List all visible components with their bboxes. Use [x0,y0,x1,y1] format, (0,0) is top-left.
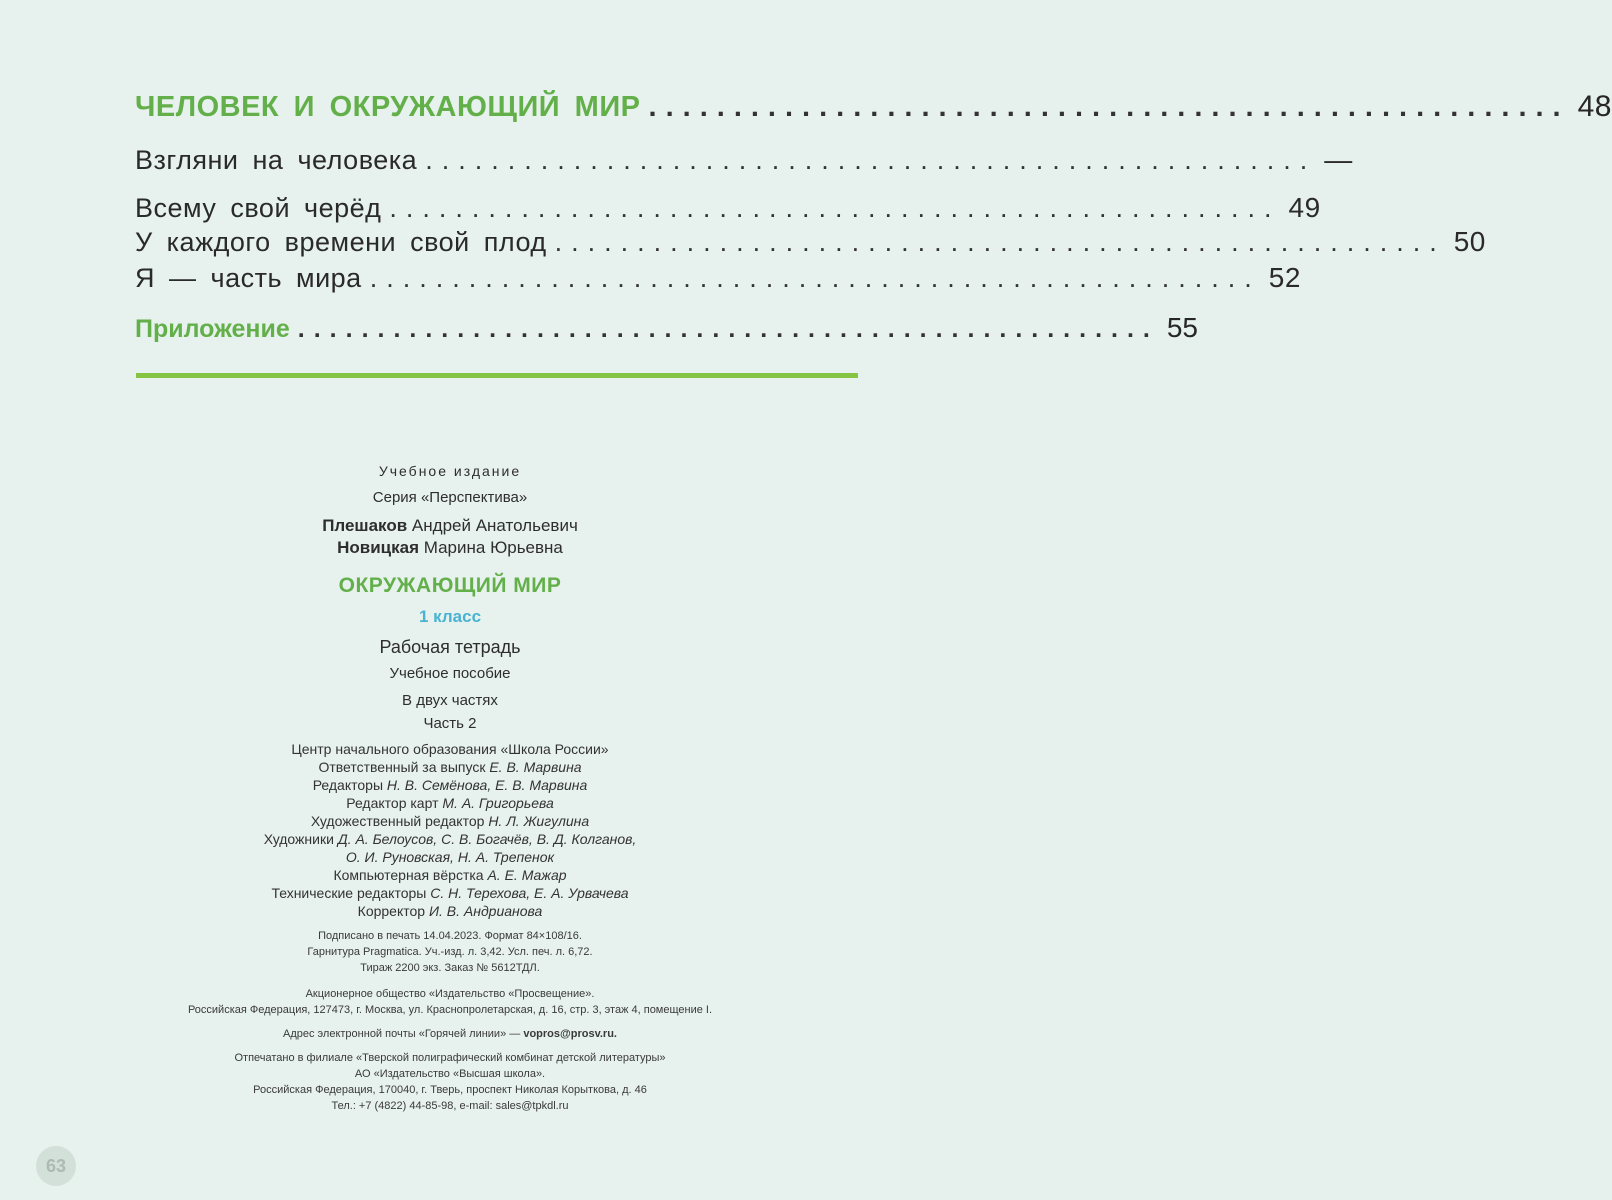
toc-item-title: У каждого времени свой плод [135,227,547,257]
hotline-line [0,1028,900,1040]
staff-person: Н. В. Семёнова, Е. В. Марвина [386,777,588,793]
author-surname: Плешаков [322,516,408,535]
staff-role: Редактор карт [346,795,439,811]
toc-item-page: — [1324,144,1353,175]
toc-appendix-page: 55 [1166,312,1199,343]
printer-line: Отпечатано в филиале «Тверской полиграфический комбинат детской литературы» [234,1052,666,1064]
toc-item-page: 52 [1268,262,1301,293]
staff-role: Технические редакторы [271,885,427,901]
toc-leader: ...................................................... [648,91,1570,123]
toc-item-row[interactable] [135,262,1301,294]
staff-line [0,867,900,883]
toc-item-row[interactable] [135,226,1486,258]
print-info-line: Гарнитура Pragmatica. Уч.-изд. л. 3,42. Усл. печ. л. 6,72. [307,946,593,958]
staff-line [0,795,900,811]
parts-label: В двух частях [402,692,498,709]
staff-role: Ответственный за выпуск [318,759,486,775]
publisher-line: Акционерное общество «Издательство «Просвещение». [305,988,595,1000]
toc-leader: ...................................................... [297,315,1159,343]
staff-line [0,741,900,757]
staff-role: Корректор [357,903,426,919]
workbook-label: Рабочая тетрадь [379,637,521,657]
staff-person: О. И. Руновская, Н. А. Трепенок [345,849,555,865]
staff-line [0,849,900,865]
print-info-line: Тираж 2200 экз. Заказ № 5612ТДЛ. [360,962,540,974]
toc-item-title: Всему свой черёд [135,193,382,223]
toc-item-page: 49 [1288,192,1321,223]
hotline-email[interactable]: vopros@prosv.ru. [523,1028,617,1040]
staff-person: Н. Л. Жигулина [488,813,590,829]
book-title: ОКРУЖАЮЩИЙ МИР [338,574,562,597]
hotline-label: Адрес электронной почты «Горячей линии» — [283,1028,521,1040]
toc-leader: ...................................................... [369,263,1261,293]
printer-line: АО «Издательство «Высшая школа». [354,1068,546,1080]
staff-line [0,813,900,829]
staff-role: Редакторы [312,777,384,793]
divider-rule [136,373,858,378]
staff-line [0,777,900,793]
series-label: Серия «Перспектива» [372,489,528,506]
staff-person: М. А. Григорьева [442,795,554,811]
toc-leader: ...................................................... [389,193,1281,223]
staff-role: Центр начального образования «Школа России» [291,741,609,757]
staff-person: А. Е. Мажар [487,867,567,883]
toc-leader: ...................................................... [425,145,1317,175]
staff-line [0,885,900,901]
page-number-badge: 63 [36,1146,76,1186]
part-label: Часть 2 [423,715,477,732]
author-surname: Новицкая [337,538,420,557]
manual-label: Учебное пособие [389,665,511,682]
print-info-line: Подписано в печать 14.04.2023. Формат 84×108/16. [318,930,582,942]
author-line [0,516,900,536]
staff-role: Художники [263,831,334,847]
staff-role: Художественный редактор [310,813,485,829]
staff-person: С. Н. Терехова, Е. А. Урвачева [430,885,629,901]
staff-person: Д. А. Белоусов, С. В. Богачёв, В. Д. Колганов, [337,831,637,847]
author-name: Андрей Анатольевич [411,516,578,535]
toc-appendix-row[interactable] [135,312,1199,344]
staff-line [0,903,900,919]
toc-item-row[interactable] [135,192,1321,224]
toc-item-title: Взгляни на человека [135,145,418,175]
author-name: Марина Юрьевна [423,538,563,557]
printer-line: Российская Федерация, 170040, г. Тверь, проспект Николая Корыткова, д. 46 [253,1084,647,1096]
staff-person: Е. В. Марвина [489,759,582,775]
toc-appendix-title: Приложение [135,315,290,343]
staff-role: Компьютерная вёрстка [333,867,484,883]
author-line [0,538,900,558]
staff-line [0,831,900,847]
toc-item-row[interactable] [135,144,1353,176]
publisher-line: Российская Федерация, 127473, г. Москва, ул. Краснопролетарская, д. 16, стр. 3, этаж 4, помещение I. [187,1004,713,1016]
toc-item-title: Я — часть мира [135,263,362,293]
toc-section-page: 48 [1577,90,1612,123]
toc-leader: ...................................................... [554,227,1446,257]
toc-section-title: ЧЕЛОВЕК И ОКРУЖАЮЩИЙ МИР [135,91,641,123]
grade-label: 1 класс [418,607,482,626]
staff-line [0,759,900,775]
printer-line: Тел.: +7 (4822) 44-85-98, e-mail: sales@tpkdl.ru [331,1100,569,1112]
toc-item-page: 50 [1453,226,1486,257]
edition-label: Учебное издание [378,463,522,479]
staff-person: И. В. Андрианова [428,903,543,919]
toc-section-row[interactable] [135,90,1612,124]
